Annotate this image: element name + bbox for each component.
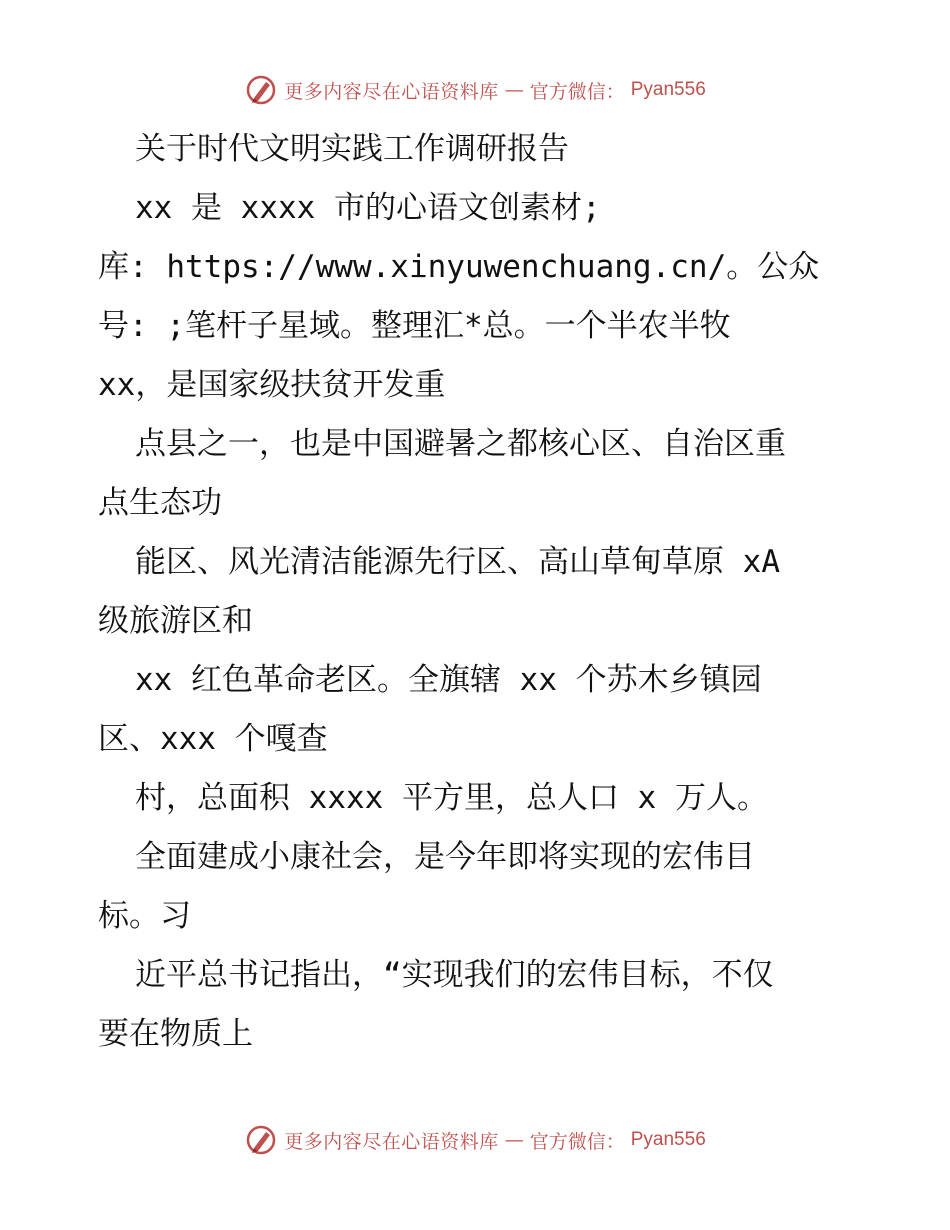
banner-slogan: 更多内容尽在心语资料库 (284, 80, 499, 103)
banner-separator: — (504, 1129, 524, 1151)
doc-line: xx，是国家级扶贫开发重 (98, 367, 446, 403)
doc-line: 点生态功 (98, 485, 222, 521)
banner-slogan: 更多内容尽在心语资料库 (284, 1130, 499, 1153)
doc-line: 号: ;笔杆子星域。整理汇*总。一个半农半牧 (98, 308, 731, 344)
doc-line: xx 红色革命老区。全旗辖 xx 个苏木乡镇园 (135, 662, 762, 698)
header-banner (0, 70, 950, 110)
banner-wechat-id: Pyan556 (630, 79, 706, 100)
header-banner-content (244, 73, 706, 107)
doc-line: 标。习 (98, 898, 191, 934)
doc-line: 村，总面积 xxxx 平方里，总人口 x 万人。 (135, 780, 768, 816)
doc-line: 近平总书记指出，“实现我们的宏伟目标，不仅 (135, 957, 774, 993)
footer-banner (0, 1120, 950, 1160)
doc-line: 区、xxx 个嘎查 (98, 721, 328, 757)
footer-banner-content (244, 1123, 706, 1157)
doc-line: 全面建成小康社会，是今年即将实现的宏伟目 (135, 839, 755, 875)
doc-line: 关于时代文明实践工作调研报告 (135, 131, 569, 167)
doc-line: 能区、风光清洁能源先行区、高山草甸草原 xA (135, 544, 780, 580)
banner-wechat-label: 官方微信： (529, 1130, 625, 1153)
doc-line: 级旅游区和 (98, 603, 253, 639)
pen-logo-icon (244, 1123, 278, 1157)
doc-line: 点县之一，也是中国避暑之都核心区、自治区重 (135, 426, 786, 462)
document-body (98, 120, 858, 1064)
doc-line: 要在物质上 (98, 1016, 253, 1052)
banner-wechat-label: 官方微信： (529, 80, 625, 103)
doc-line: xx 是 xxxx 市的心语文创素材; (135, 190, 601, 226)
banner-separator: — (504, 79, 524, 101)
banner-wechat-id: Pyan556 (630, 1129, 706, 1150)
pen-logo-icon (244, 73, 278, 107)
doc-line: 库: https://www.xinyuwenchuang.cn/。公众 (98, 249, 820, 285)
